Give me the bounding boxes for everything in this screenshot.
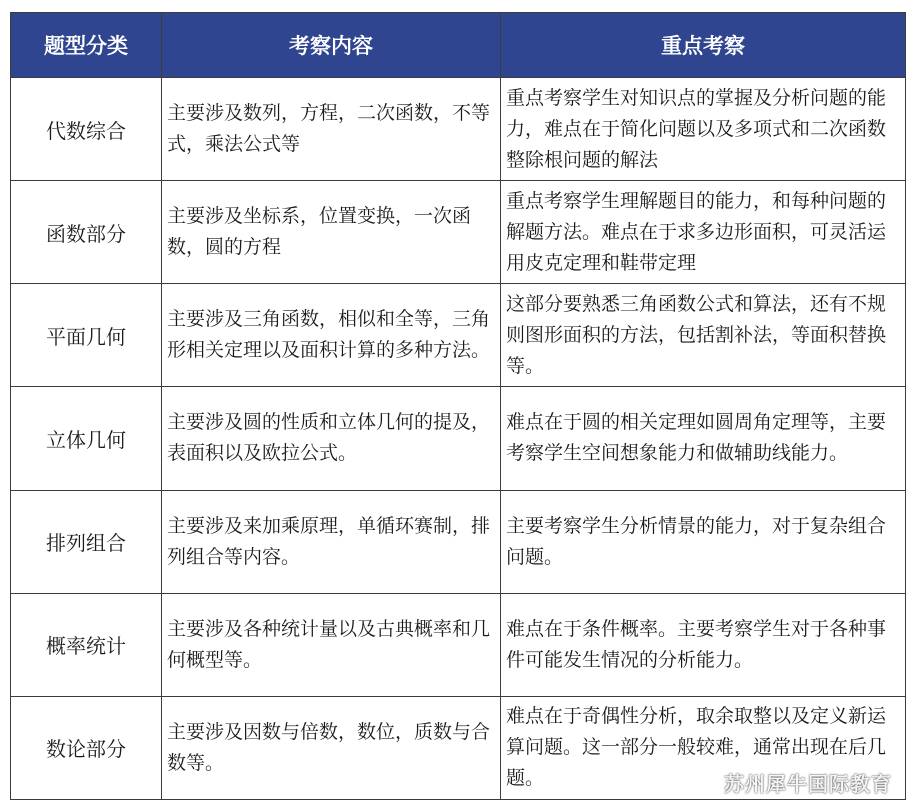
category-cell: 数论部分 — [11, 696, 162, 799]
table-row — [11, 696, 906, 799]
category-cell: 函数部分 — [11, 181, 162, 284]
category-cell: 平面几何 — [11, 284, 162, 387]
table-row — [11, 284, 906, 387]
table-row — [11, 78, 906, 181]
focus-cell: 重点考察学生理解题目的能力，和每种问题的解题方法。难点在于求多边形面积，可灵活运用皮克定理和鞋带定理 — [501, 181, 906, 284]
header-row — [11, 13, 906, 78]
category-cell: 代数综合 — [11, 78, 162, 181]
focus-cell: 重点考察学生对知识点的掌握及分析问题的能力，难点在于简化问题以及多项式和二次函数整除根问题的解法 — [501, 78, 906, 181]
header-focus: 重点考察 — [501, 13, 906, 78]
watermark-text: 苏州犀牛国际教育 — [724, 772, 892, 796]
focus-cell: 主要考察学生分析情景的能力，对于复杂组合问题。 — [501, 490, 906, 593]
content-cell: 主要涉及数列，方程，二次函数，不等式，乘法公式等 — [162, 78, 501, 181]
content-cell: 主要涉及坐标系，位置变换，一次函数，圆的方程 — [162, 181, 501, 284]
table-row — [11, 387, 906, 490]
content-cell: 主要涉及因数与倍数，数位，质数与合数等。 — [162, 696, 501, 799]
focus-cell: 难点在于圆的相关定理如圆周角定理等，主要考察学生空间想象能力和做辅助线能力。 — [501, 387, 906, 490]
content-cell: 主要涉及各种统计量以及古典概率和几何概型等。 — [162, 593, 501, 696]
focus-cell: 这部分要熟悉三角函数公式和算法，还有不规则图形面积的方法，包括割补法，等面积替换等。 — [501, 284, 906, 387]
exam-topics-table — [10, 12, 906, 800]
header-category: 题型分类 — [11, 13, 162, 78]
content-cell: 主要涉及来加乘原理，单循环赛制，排列组合等内容。 — [162, 490, 501, 593]
table-row — [11, 181, 906, 284]
table-row — [11, 593, 906, 696]
focus-cell: 难点在于条件概率。主要考察学生对于各种事件可能发生情况的分析能力。 — [501, 593, 906, 696]
header-content: 考察内容 — [162, 13, 501, 78]
table-row — [11, 490, 906, 593]
category-cell: 立体几何 — [11, 387, 162, 490]
content-cell: 主要涉及圆的性质和立体几何的提及，表面积以及欧拉公式。 — [162, 387, 501, 490]
category-cell: 概率统计 — [11, 593, 162, 696]
content-cell: 主要涉及三角函数，相似和全等，三角形相关定理以及面积计算的多种方法。 — [162, 284, 501, 387]
category-cell: 排列组合 — [11, 490, 162, 593]
focus-cell: 难点在于奇偶性分析，取余取整以及定义新运算问题。这一部分一般较难，通常出现在后几题。 — [501, 696, 906, 799]
